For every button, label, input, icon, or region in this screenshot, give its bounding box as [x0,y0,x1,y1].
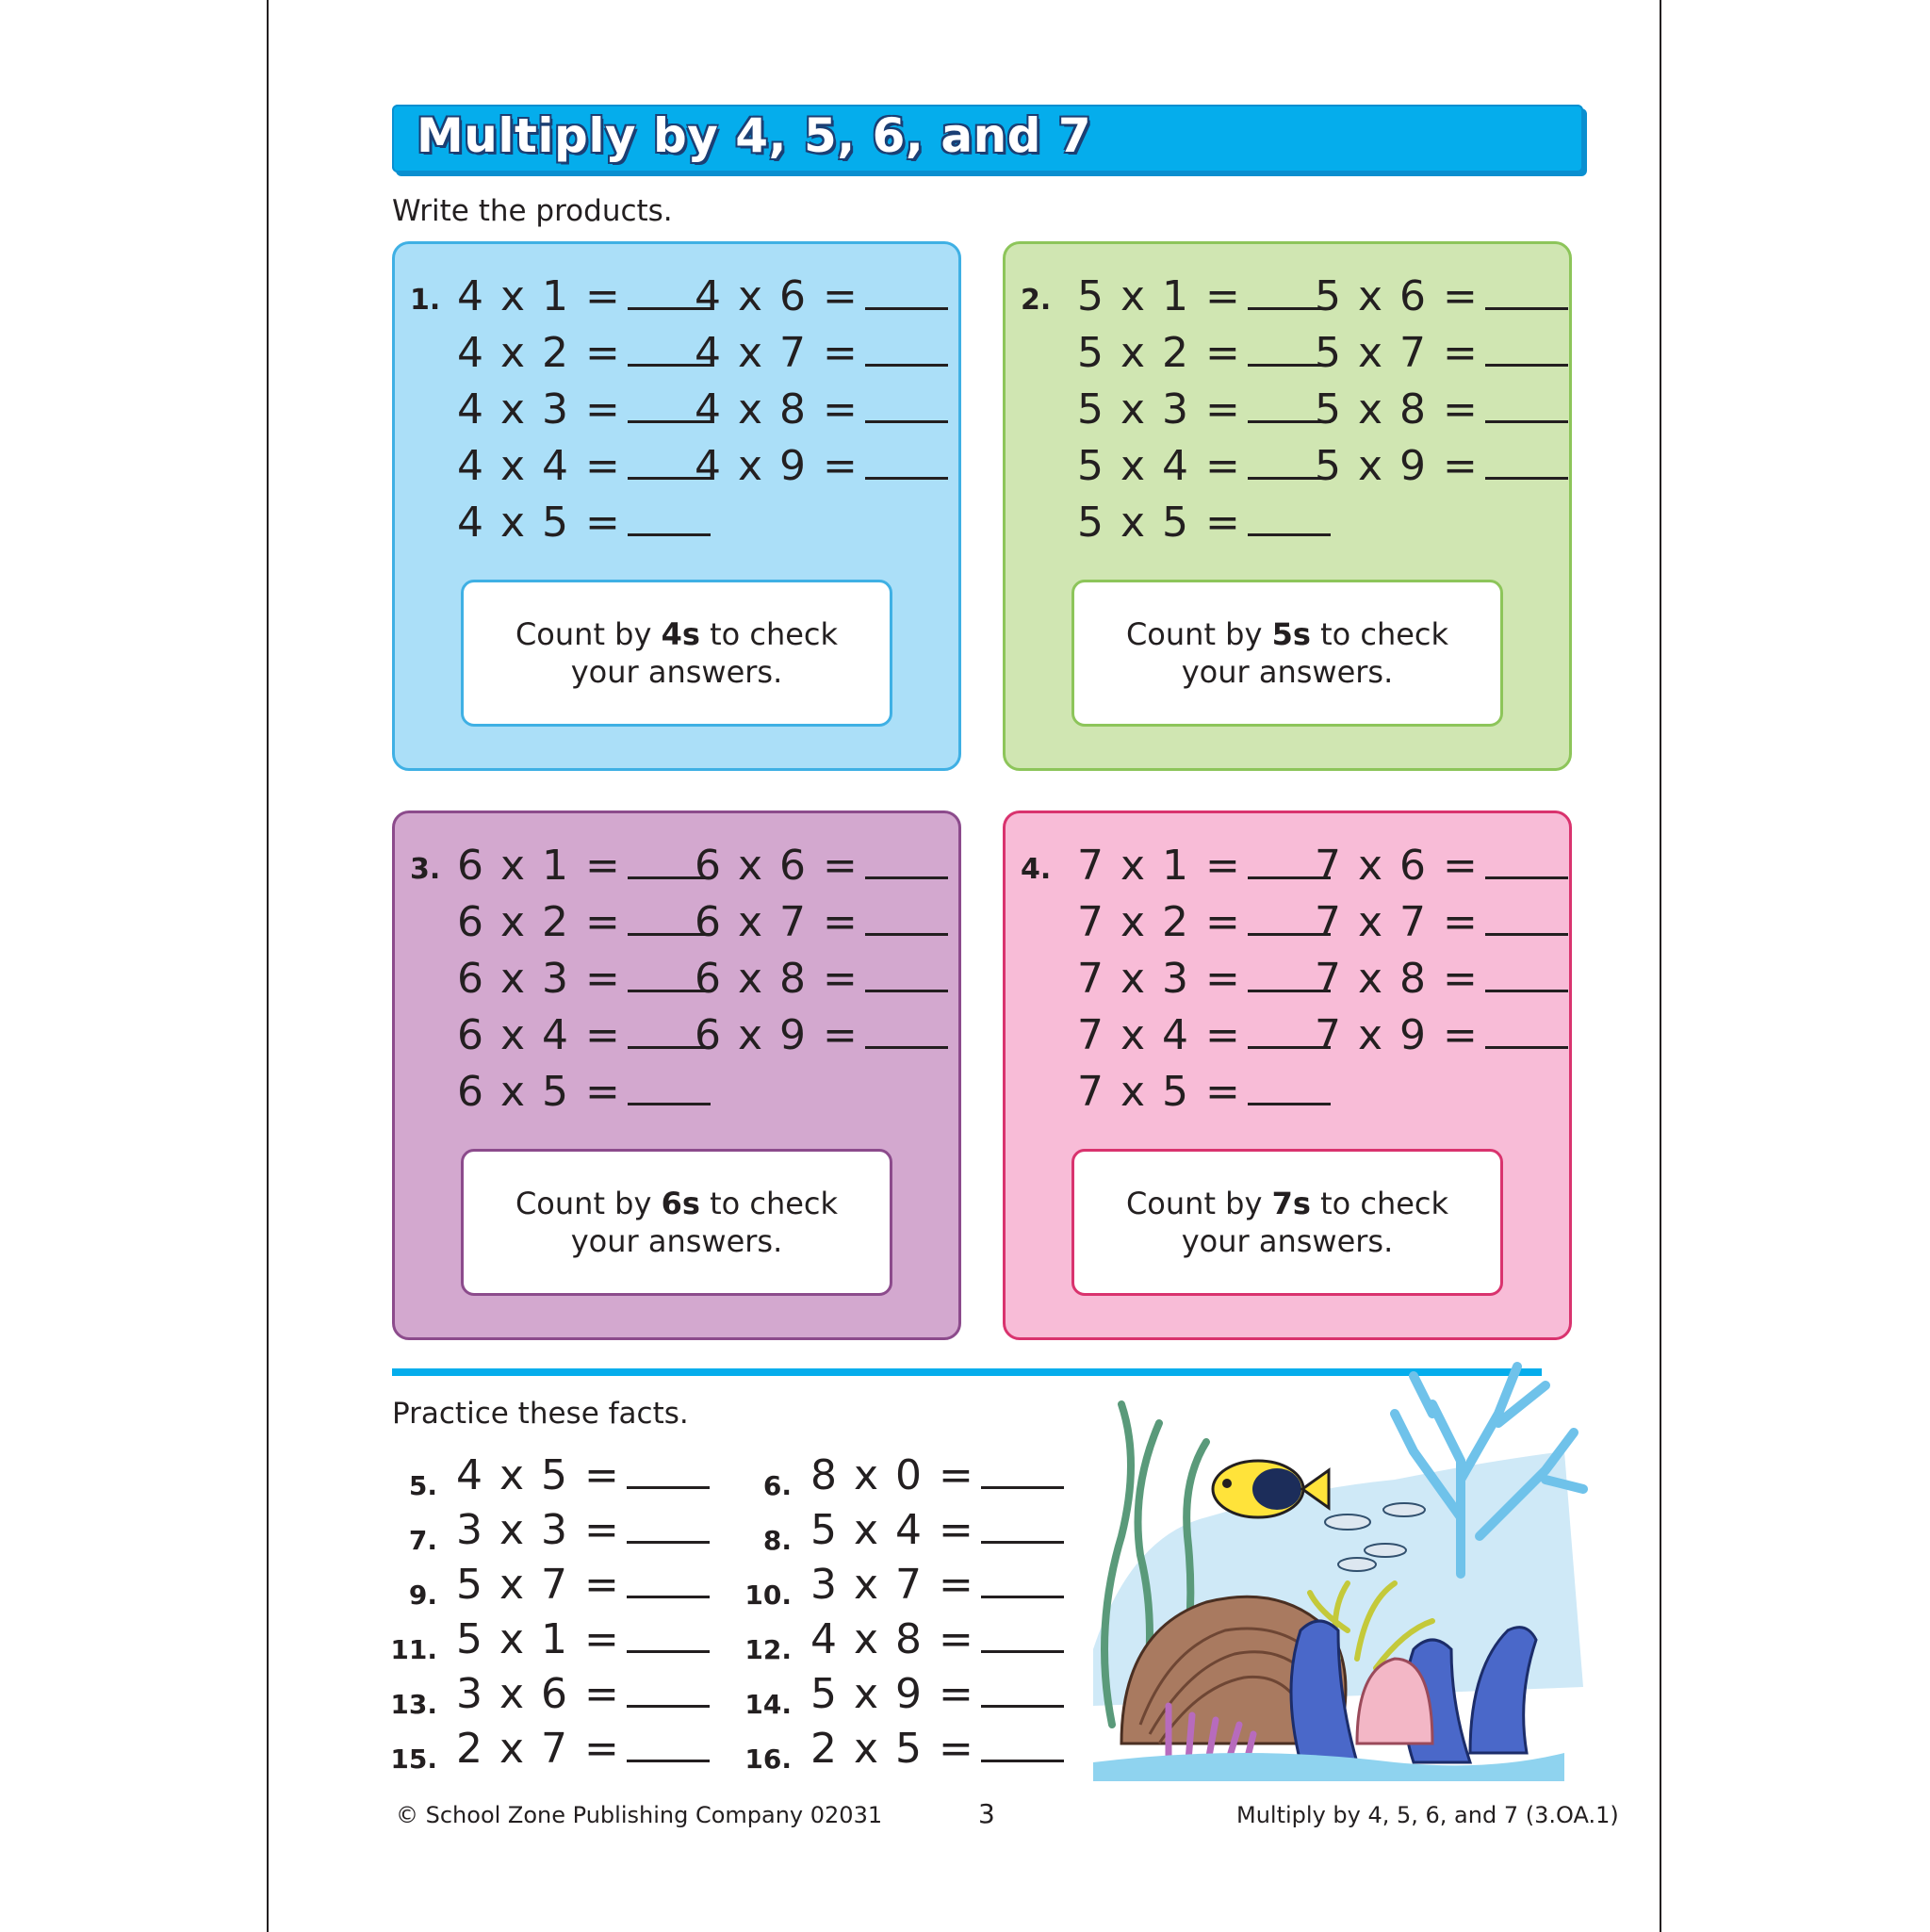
problem-number: 2. [1021,284,1052,317]
fact-line[interactable]: 6 x 6 = [695,842,948,890]
practice-number: 6. [762,1470,792,1501]
fact-line[interactable]: 5 x 1 = [1077,272,1331,320]
seabed [1093,1753,1564,1781]
fact-line[interactable]: 4 x 4 = [457,442,711,490]
fact-line[interactable]: 6 x 8 = [695,955,948,1003]
fact-line[interactable]: 5 x 6 = [1315,272,1568,320]
practice-number: 9. [408,1580,437,1611]
problem-box-1 [392,241,961,771]
check-hint-box: Count by 5s to check your answers. [1071,580,1503,727]
practice-fact[interactable]: 5 x 4 = [810,1506,1064,1554]
problem-box-2 [1003,241,1572,771]
practice-fact[interactable]: 3 x 7 = [810,1561,1064,1609]
footer-topic: Multiply by 4, 5, 6, and 7 (3.OA.1) [1236,1802,1619,1828]
practice-number: 13. [390,1689,437,1720]
fact-line[interactable]: 4 x 1 = [457,272,711,320]
fact-line[interactable]: 6 x 9 = [695,1011,948,1059]
practice-number: 8. [762,1525,792,1556]
fact-line[interactable]: 4 x 7 = [695,329,948,377]
fact-line[interactable]: 4 x 2 = [457,329,711,377]
problem-number: 3. [410,853,441,886]
page-number: 3 [978,1798,995,1829]
fact-line[interactable]: 4 x 9 = [695,442,948,490]
page-title: Multiply by 4, 5, 6, and 7 [417,108,1092,163]
fact-line[interactable]: 7 x 8 = [1315,955,1568,1003]
footer-copyright: © School Zone Publishing Company 02031 [396,1802,883,1828]
fact-line[interactable]: 4 x 5 = [457,499,711,547]
fact-line[interactable]: 7 x 6 = [1315,842,1568,890]
fact-line[interactable]: 5 x 9 = [1315,442,1568,490]
fact-line[interactable]: 5 x 3 = [1077,385,1331,434]
practice-number: 7. [408,1525,437,1556]
practice-fact[interactable]: 3 x 6 = [456,1670,710,1718]
fact-line[interactable]: 5 x 5 = [1077,499,1331,547]
fact-line[interactable]: 7 x 9 = [1315,1011,1568,1059]
problem-box-4 [1003,810,1572,1340]
check-hint-box: Count by 7s to check your answers. [1071,1149,1503,1296]
fact-line[interactable]: 5 x 4 = [1077,442,1331,490]
practice-number: 11. [390,1634,437,1665]
practice-fact[interactable]: 3 x 3 = [456,1506,710,1554]
problem-number: 4. [1021,853,1052,886]
practice-number: 14. [744,1689,792,1720]
practice-fact[interactable]: 5 x 1 = [456,1615,710,1663]
fact-line[interactable]: 4 x 6 = [695,272,948,320]
problem-number: 1. [410,284,441,317]
fact-line[interactable]: 5 x 7 = [1315,329,1568,377]
fact-line[interactable]: 5 x 2 = [1077,329,1331,377]
practice-fact[interactable]: 2 x 7 = [456,1725,710,1773]
coral-reef-illustration [1055,1348,1593,1781]
fact-line[interactable]: 7 x 4 = [1077,1011,1331,1059]
instruction-practice: Practice these facts. [392,1397,689,1431]
fact-line[interactable]: 7 x 1 = [1077,842,1331,890]
fact-line[interactable]: 7 x 7 = [1315,898,1568,946]
fact-line[interactable]: 6 x 3 = [457,955,711,1003]
fact-line[interactable]: 5 x 8 = [1315,385,1568,434]
title-bar [392,105,1583,172]
practice-number: 5. [408,1470,437,1501]
practice-fact[interactable]: 5 x 7 = [456,1561,710,1609]
fact-line[interactable]: 6 x 5 = [457,1068,711,1116]
check-hint-box: Count by 6s to check your answers. [461,1149,892,1296]
fact-line[interactable]: 7 x 5 = [1077,1068,1331,1116]
fact-line[interactable]: 7 x 3 = [1077,955,1331,1003]
practice-fact[interactable]: 2 x 5 = [810,1725,1064,1773]
problem-box-3 [392,810,961,1340]
practice-fact[interactable]: 5 x 9 = [810,1670,1064,1718]
practice-number: 10. [744,1580,792,1611]
fact-line[interactable]: 6 x 2 = [457,898,711,946]
practice-number: 15. [390,1744,437,1775]
check-hint-box: Count by 4s to check your answers. [461,580,892,727]
practice-number: 12. [744,1634,792,1665]
practice-fact[interactable]: 4 x 5 = [456,1451,710,1499]
fact-line[interactable]: 7 x 2 = [1077,898,1331,946]
fact-line[interactable]: 6 x 4 = [457,1011,711,1059]
practice-number: 16. [744,1744,792,1775]
practice-fact[interactable]: 8 x 0 = [810,1451,1064,1499]
fact-line[interactable]: 4 x 3 = [457,385,711,434]
fact-line[interactable]: 6 x 7 = [695,898,948,946]
practice-fact[interactable]: 4 x 8 = [810,1615,1064,1663]
instruction-write: Write the products. [392,194,673,228]
fact-line[interactable]: 4 x 8 = [695,385,948,434]
fact-line[interactable]: 6 x 1 = [457,842,711,890]
